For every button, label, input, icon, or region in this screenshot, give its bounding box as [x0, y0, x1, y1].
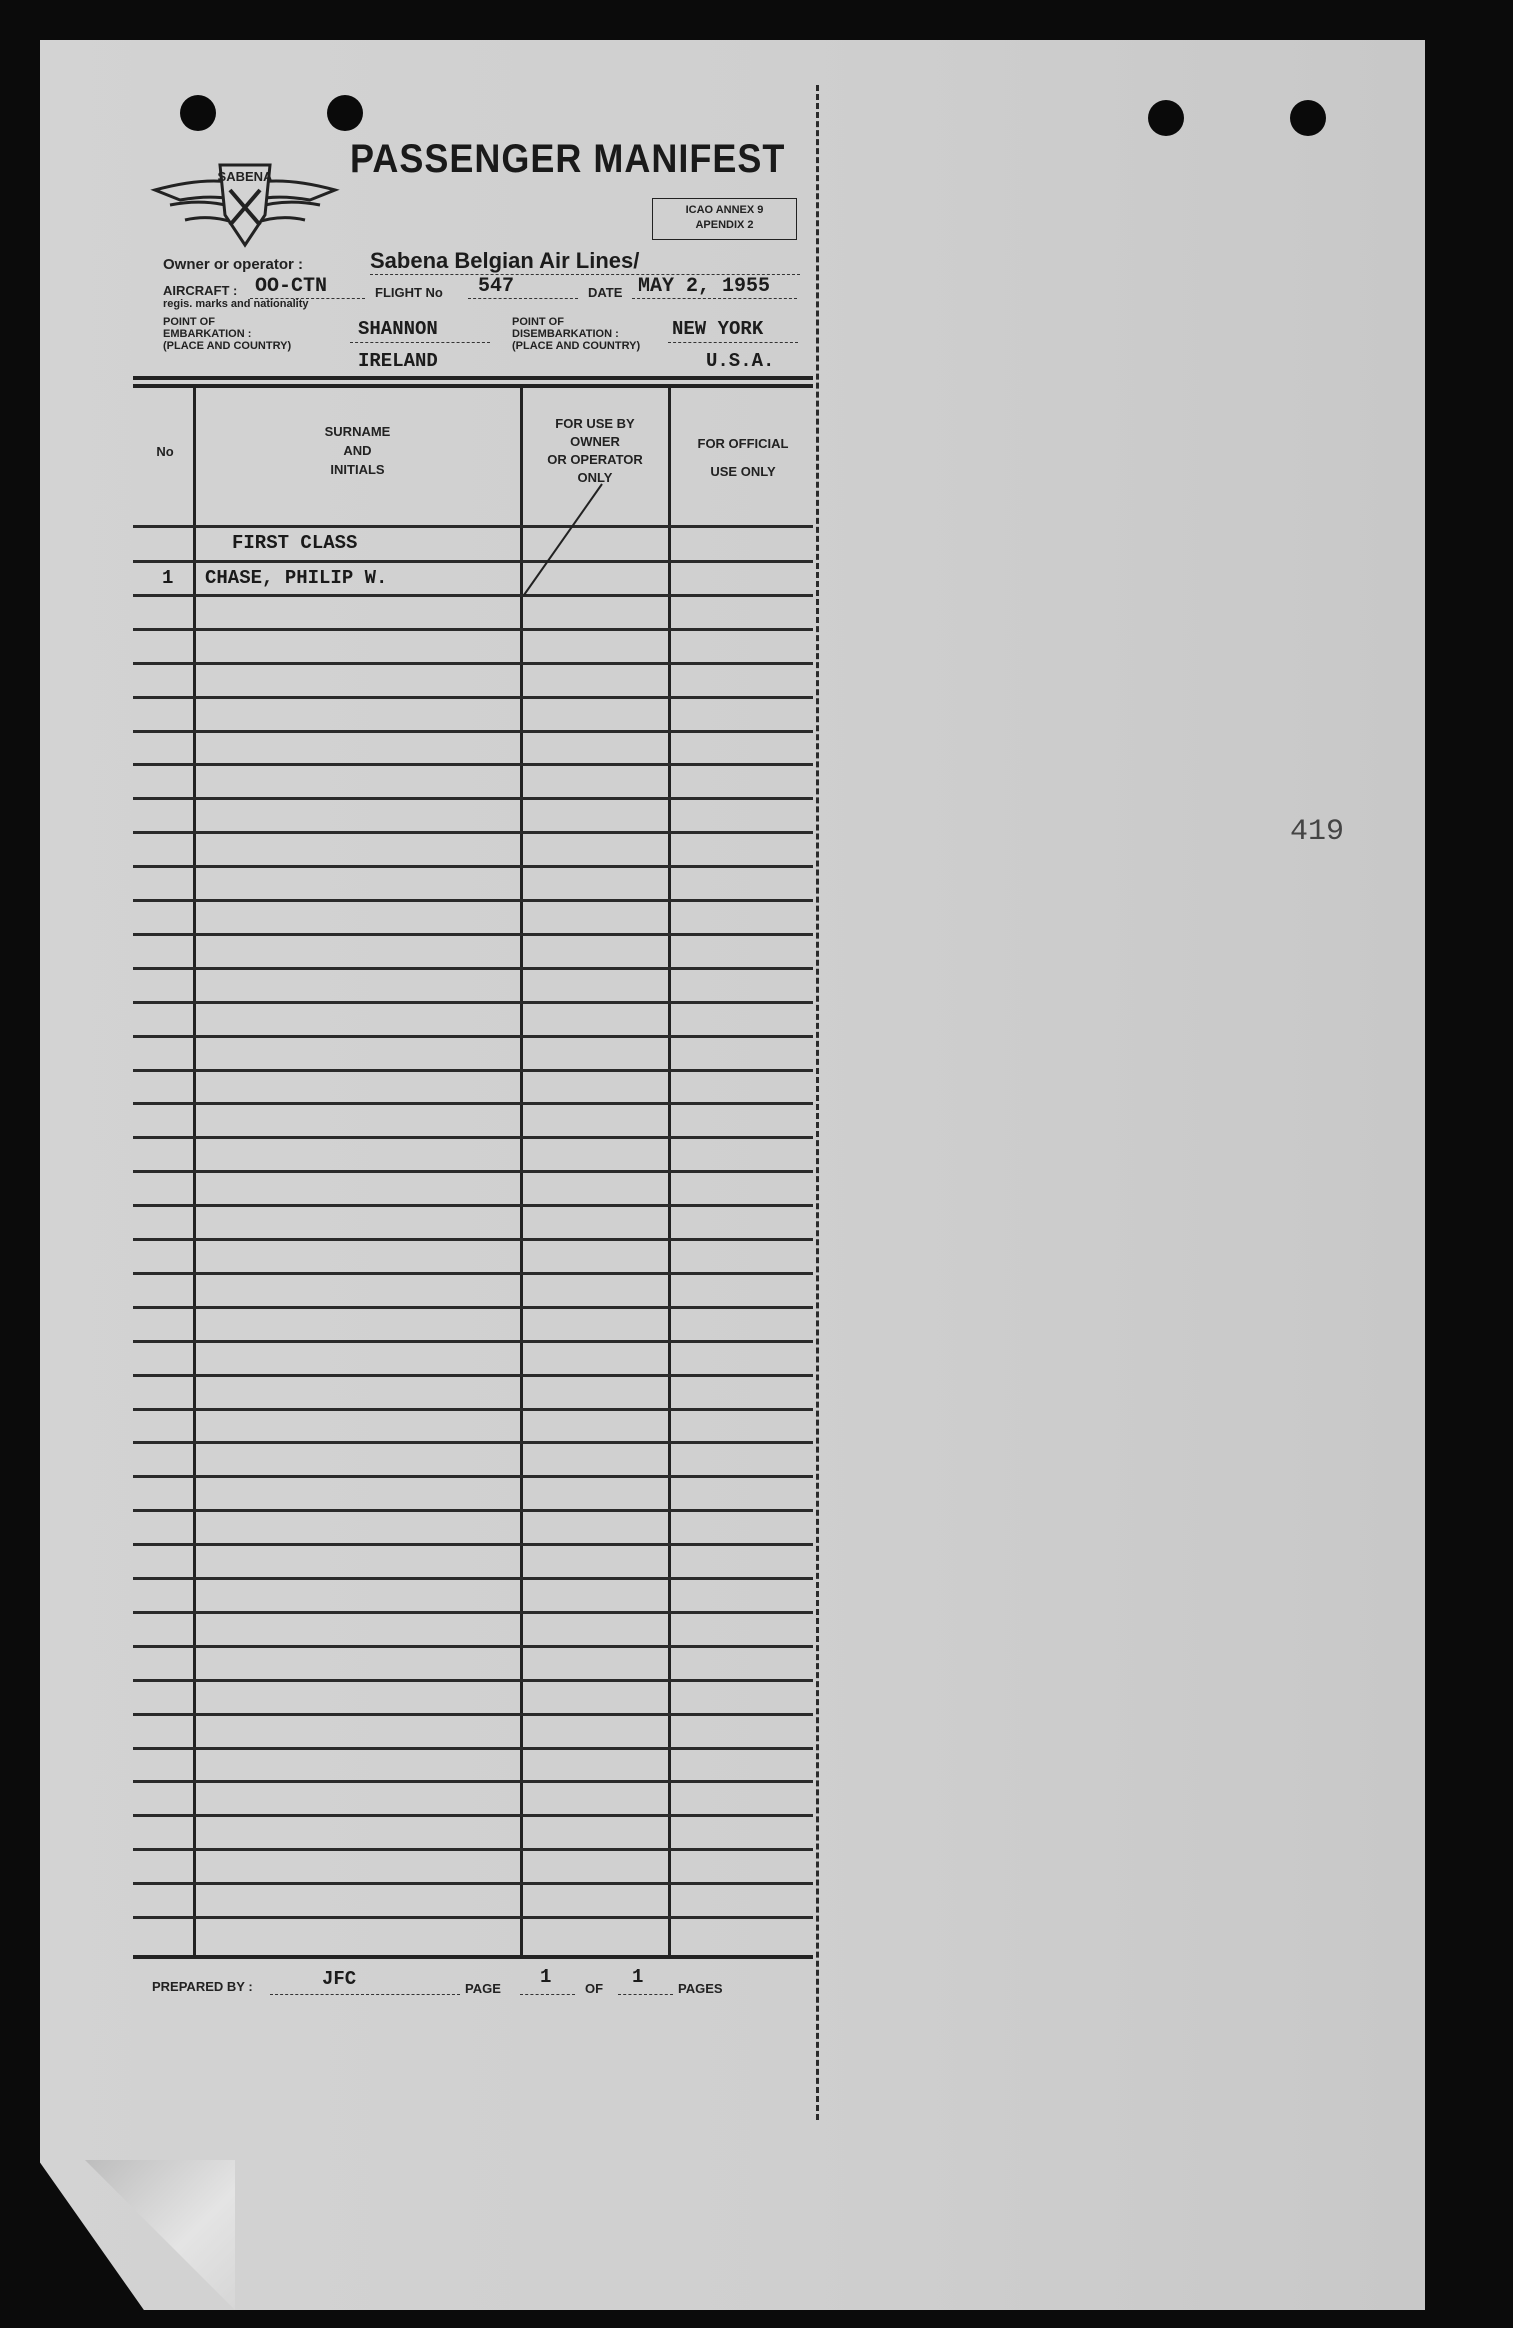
date-underline — [632, 298, 797, 299]
disembark-label-3: (PLACE AND COUNTRY) — [512, 340, 641, 352]
owner-label: Owner or operator : — [163, 256, 304, 273]
ruled-row-line — [133, 797, 813, 800]
prepared-by-label: PREPARED BY : — [152, 1979, 253, 1994]
col-owner-line: FOR USE BY — [555, 416, 635, 431]
icao-annex-line: ICAO ANNEX 9 — [685, 204, 764, 216]
passenger-name: CHASE, PHILIP W. — [205, 567, 388, 589]
ruled-row-line — [133, 1136, 813, 1139]
embark-underline — [350, 342, 490, 343]
ruled-row-line — [133, 899, 813, 902]
frame-number: 419 — [1290, 815, 1345, 849]
page-underline — [520, 1994, 575, 1995]
col-owner-line: OWNER — [570, 434, 620, 449]
section-label: FIRST CLASS — [232, 532, 358, 554]
svg-text:SABENA: SABENA — [217, 169, 273, 184]
ruled-row-line — [133, 831, 813, 834]
aircraft-value: OO-CTN — [255, 275, 328, 298]
ruled-row-line — [133, 1713, 813, 1716]
disembark-underline — [668, 342, 798, 343]
regis-label: regis. marks and nationality — [163, 298, 309, 310]
col-surname-header — [200, 422, 515, 479]
ruled-row-line — [133, 1238, 813, 1241]
ruled-row-line — [133, 730, 813, 733]
ruled-row-line — [133, 1848, 813, 1851]
table-top-rule — [133, 376, 813, 380]
of-pages-value: 1 — [632, 1966, 644, 1988]
flight-no-label: FLIGHT No — [375, 285, 443, 300]
ruled-row-line — [133, 1441, 813, 1444]
check-mark — [520, 480, 610, 600]
ruled-row-line — [133, 1475, 813, 1478]
icao-annex-box — [652, 198, 797, 240]
ruled-row-line — [133, 1069, 813, 1072]
punch-hole — [1148, 100, 1184, 136]
prepared-underline — [270, 1994, 460, 1995]
ruled-row-line — [133, 1170, 813, 1173]
ruled-row-line — [133, 1814, 813, 1817]
ruled-row-line — [133, 628, 813, 631]
ruled-row-line — [133, 1306, 813, 1309]
punch-hole — [1290, 100, 1326, 136]
disembarkation-country: U.S.A. — [706, 350, 775, 372]
ruled-row-line — [133, 1272, 813, 1275]
col-official-line: USE ONLY — [710, 464, 776, 479]
col-official-header — [673, 430, 813, 486]
ruled-row-line — [133, 1747, 813, 1750]
flight-underline — [468, 298, 578, 299]
pages-label: PAGES — [678, 1981, 723, 1996]
col-surname-line: SURNAME — [324, 424, 391, 439]
ruled-row-line — [133, 967, 813, 970]
embarkation-country: IRELAND — [358, 350, 438, 372]
ruled-row-line — [133, 763, 813, 766]
ruled-row-line — [133, 1340, 813, 1343]
col-surname-line: AND — [343, 443, 372, 458]
sabena-logo-icon — [150, 145, 340, 255]
ruled-row-line — [133, 1780, 813, 1783]
disembark-label-1: POINT OF — [512, 316, 564, 328]
icao-appendix-line: APENDIX 2 — [695, 219, 754, 231]
ruled-row-line — [133, 1204, 813, 1207]
ruled-row-line — [133, 1035, 813, 1038]
ruled-row-line — [133, 865, 813, 868]
ruled-row-line — [133, 1916, 813, 1919]
embarkation-place: SHANNON — [358, 318, 438, 340]
ruled-row-line — [133, 1543, 813, 1546]
ruled-row-line — [133, 1374, 813, 1377]
ruled-row-line — [133, 1001, 813, 1004]
embark-label-3: (PLACE AND COUNTRY) — [163, 340, 292, 352]
page-label: PAGE — [465, 1981, 501, 1996]
col-no-header: No — [156, 444, 174, 459]
embark-label-1: POINT OF — [163, 316, 215, 328]
col-owner-line: ONLY — [577, 470, 613, 485]
ruled-row-line — [133, 1645, 813, 1648]
ruled-row-line — [133, 1102, 813, 1105]
of-label: OF — [585, 1981, 604, 1996]
aircraft-label: AIRCRAFT : — [163, 283, 238, 298]
table-top-rule — [133, 384, 813, 388]
prepared-by-value: JFC — [322, 1968, 357, 1990]
ruled-row-line — [133, 1679, 813, 1682]
table-bottom-rule — [133, 1955, 813, 1959]
col-surname-line: INITIALS — [330, 462, 385, 477]
punch-hole — [327, 95, 363, 131]
punch-hole — [180, 95, 216, 131]
ruled-row-line — [133, 696, 813, 699]
col-owner-header — [525, 415, 665, 487]
ruled-row-line — [133, 1509, 813, 1512]
header-bottom-rule — [133, 525, 813, 528]
page-value: 1 — [540, 1966, 552, 1988]
ruled-row-line — [133, 933, 813, 936]
ruled-row-line — [133, 594, 813, 597]
perforation-line — [816, 85, 819, 2120]
ruled-row-line — [133, 1408, 813, 1411]
passenger-no: 1 — [162, 567, 174, 589]
ruled-row-line — [133, 560, 813, 563]
ruled-row-line — [133, 1882, 813, 1885]
ruled-row-line — [133, 1577, 813, 1580]
col-owner-line: OR OPERATOR — [547, 452, 643, 467]
disembarkation-place: NEW YORK — [672, 318, 764, 340]
form-title: PASSENGER MANIFEST — [350, 135, 786, 181]
of-underline — [618, 1994, 673, 1995]
date-value: MAY 2, 1955 — [638, 275, 771, 298]
manifest-sheet — [40, 40, 1425, 2310]
operator-value: Sabena Belgian Air Lines/ — [370, 248, 640, 273]
embark-label-2: EMBARKATION : — [163, 328, 252, 340]
flight-no-value: 547 — [478, 275, 515, 298]
col-official-line: FOR OFFICIAL — [697, 436, 789, 451]
ruled-row-line — [133, 1611, 813, 1614]
ruled-row-line — [133, 662, 813, 665]
disembark-label-2: DISEMBARKATION : — [512, 328, 619, 340]
date-label: DATE — [588, 285, 623, 300]
